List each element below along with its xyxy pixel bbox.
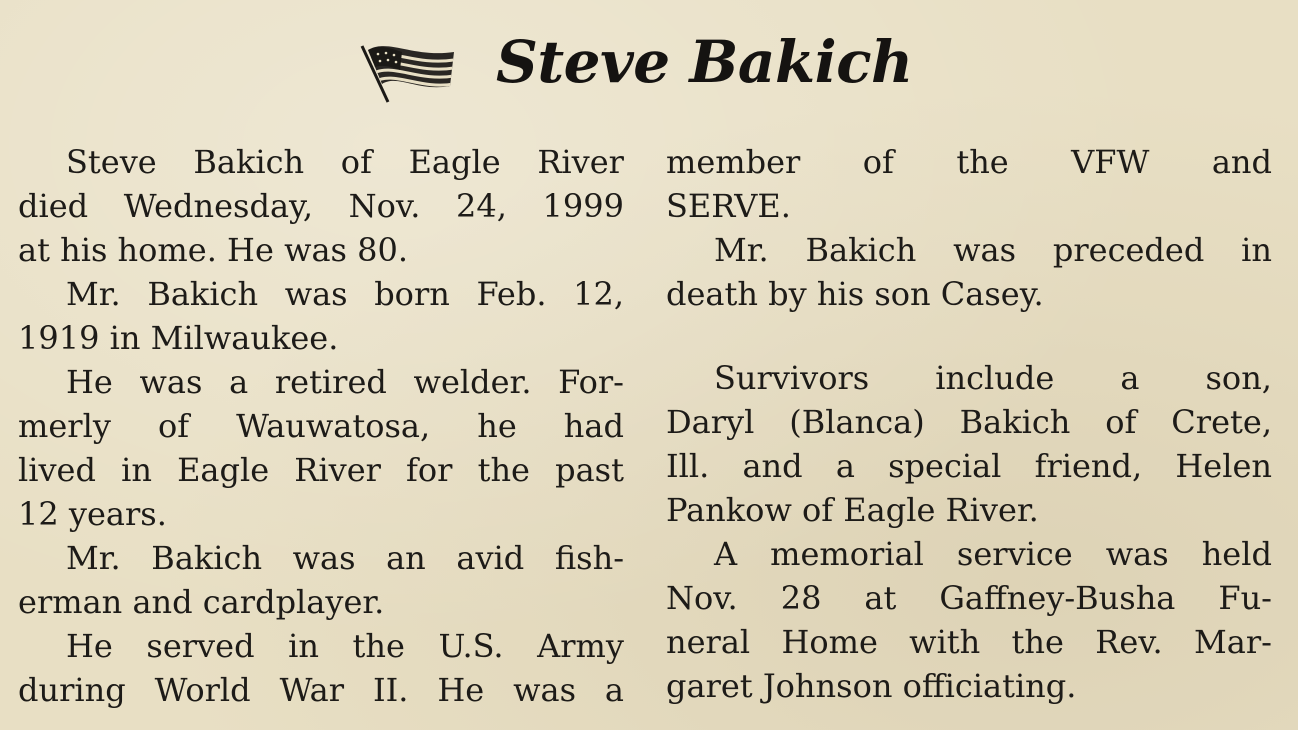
justified-line [18, 448, 624, 492]
justified-line [666, 620, 1272, 664]
word: and [1211, 143, 1272, 181]
justified-line [66, 360, 624, 404]
justified-line [18, 668, 624, 712]
word: Mar- [1194, 623, 1272, 661]
word: had [563, 407, 624, 445]
word: and [742, 447, 803, 485]
word: the [477, 451, 530, 489]
word: Mr. [66, 275, 121, 313]
text-line: garet Johnson officiating. [666, 667, 1077, 705]
word: Wednesday, [123, 187, 314, 225]
text-line [18, 668, 624, 712]
text-line [18, 360, 624, 404]
justified-line [714, 228, 1272, 272]
text-line [666, 576, 1272, 620]
word: 12, [573, 275, 624, 313]
word: Bakich [959, 403, 1071, 441]
word: he [477, 407, 517, 445]
word: River [294, 451, 381, 489]
justified-line [666, 400, 1272, 444]
justified-line [666, 140, 1272, 184]
word: For- [558, 363, 624, 401]
word: Helen [1175, 447, 1272, 485]
word: a [229, 363, 249, 401]
text-line [18, 624, 624, 668]
text-line [666, 444, 1272, 488]
word: Bakich [193, 143, 305, 181]
word: Home [781, 623, 878, 661]
word: Feb. [476, 275, 547, 313]
word: VFW [1071, 143, 1150, 181]
text-line: at his home. He was 80. [18, 231, 409, 269]
word: Fu- [1218, 579, 1272, 617]
word: Daryl [666, 403, 755, 441]
word: Bakich [147, 275, 259, 313]
word: of [340, 143, 372, 181]
word: a [604, 671, 624, 709]
text-line [666, 400, 1272, 444]
word: was [953, 231, 1017, 269]
word: past [555, 451, 624, 489]
obituary-header [0, 22, 1298, 112]
justified-line [66, 140, 624, 184]
justified-line [666, 444, 1272, 488]
word: Survivors [714, 359, 870, 397]
word: with [909, 623, 981, 661]
text-line [666, 356, 1272, 400]
word: 24, [456, 187, 507, 225]
word: died [18, 187, 89, 225]
word: service [956, 535, 1073, 573]
justified-line [714, 532, 1272, 576]
text-line [18, 272, 624, 316]
word: 1999 [542, 187, 624, 225]
text-line [666, 620, 1272, 664]
word: special [888, 447, 1002, 485]
word: avid [456, 539, 525, 577]
text-line [666, 140, 1272, 184]
word: River [537, 143, 624, 181]
text-line [18, 536, 624, 580]
american-flag-icon [358, 36, 458, 106]
word: was [284, 275, 348, 313]
word: Ill. [666, 447, 710, 485]
word: A [714, 535, 738, 573]
word: the [352, 627, 405, 665]
word: fish- [554, 539, 624, 577]
word: son, [1205, 359, 1272, 397]
word: Nov. [666, 579, 738, 617]
text-line [666, 228, 1272, 272]
word: was [1105, 535, 1169, 573]
text-line [18, 140, 624, 184]
word: War [279, 671, 345, 709]
obituary-headline: Steve Bakich [496, 28, 913, 96]
left-column [18, 140, 624, 712]
word: He [66, 627, 113, 665]
right-column [666, 140, 1272, 708]
word: Eagle [408, 143, 501, 181]
word: Mr. [66, 539, 121, 577]
word: in [1241, 231, 1272, 269]
word: neral [666, 623, 751, 661]
word: Bakich [151, 539, 263, 577]
word: of [157, 407, 190, 445]
word: friend, [1034, 447, 1143, 485]
word: lived [18, 451, 96, 489]
word: Mr. [714, 231, 769, 269]
word: (Blanca) [789, 403, 925, 441]
word: member [666, 143, 801, 181]
word: at [864, 579, 897, 617]
word: World [154, 671, 251, 709]
justified-line [66, 536, 624, 580]
word: Bakich [805, 231, 917, 269]
paragraph-gap [666, 316, 1272, 356]
word: Steve [66, 143, 157, 181]
word: Rev. [1095, 623, 1163, 661]
word: an [386, 539, 426, 577]
word: was [139, 363, 203, 401]
text-line: 1919 in Milwaukee. [18, 319, 339, 357]
justified-line [18, 404, 624, 448]
word: of [1105, 403, 1137, 441]
word: memorial [770, 535, 924, 573]
justified-line [666, 576, 1272, 620]
text-line [18, 404, 624, 448]
word: 28 [780, 579, 822, 617]
word: U.S. [438, 627, 504, 665]
word: the [1011, 623, 1064, 661]
justified-line [18, 184, 624, 228]
text-line: erman and cardplayer. [18, 583, 385, 621]
text-line: Pankow of Eagle River. [666, 491, 1039, 529]
word: was [292, 539, 356, 577]
word: a [1120, 359, 1140, 397]
word: in [288, 627, 319, 665]
word: served [146, 627, 255, 665]
word: Wauwatosa, [236, 407, 431, 445]
word: a [835, 447, 855, 485]
word: during [18, 671, 126, 709]
text-line [18, 448, 624, 492]
word: Crete, [1171, 403, 1272, 441]
word: Army [537, 627, 624, 665]
word: Eagle [177, 451, 270, 489]
word: was [513, 671, 576, 709]
word: II. [372, 671, 409, 709]
justified-line [66, 624, 624, 668]
word: He [66, 363, 113, 401]
word: include [935, 359, 1055, 397]
justified-line [66, 272, 624, 316]
text-line [666, 532, 1272, 576]
word: the [956, 143, 1009, 181]
text-line: 12 years. [18, 495, 167, 533]
word: held [1201, 535, 1272, 573]
word: retired [274, 363, 387, 401]
word: He [437, 671, 485, 709]
word: in [121, 451, 152, 489]
word: for [406, 451, 453, 489]
word: of [862, 143, 894, 181]
word: preceded [1052, 231, 1205, 269]
word: Gaffney-Busha [939, 579, 1176, 617]
text-line: death by his son Casey. [666, 275, 1044, 313]
word: welder. [413, 363, 532, 401]
word: merly [18, 407, 111, 445]
text-line: SERVE. [666, 187, 791, 225]
justified-line [714, 356, 1272, 400]
word: Nov. [348, 187, 421, 225]
word: born [374, 275, 450, 313]
text-line [18, 184, 624, 228]
